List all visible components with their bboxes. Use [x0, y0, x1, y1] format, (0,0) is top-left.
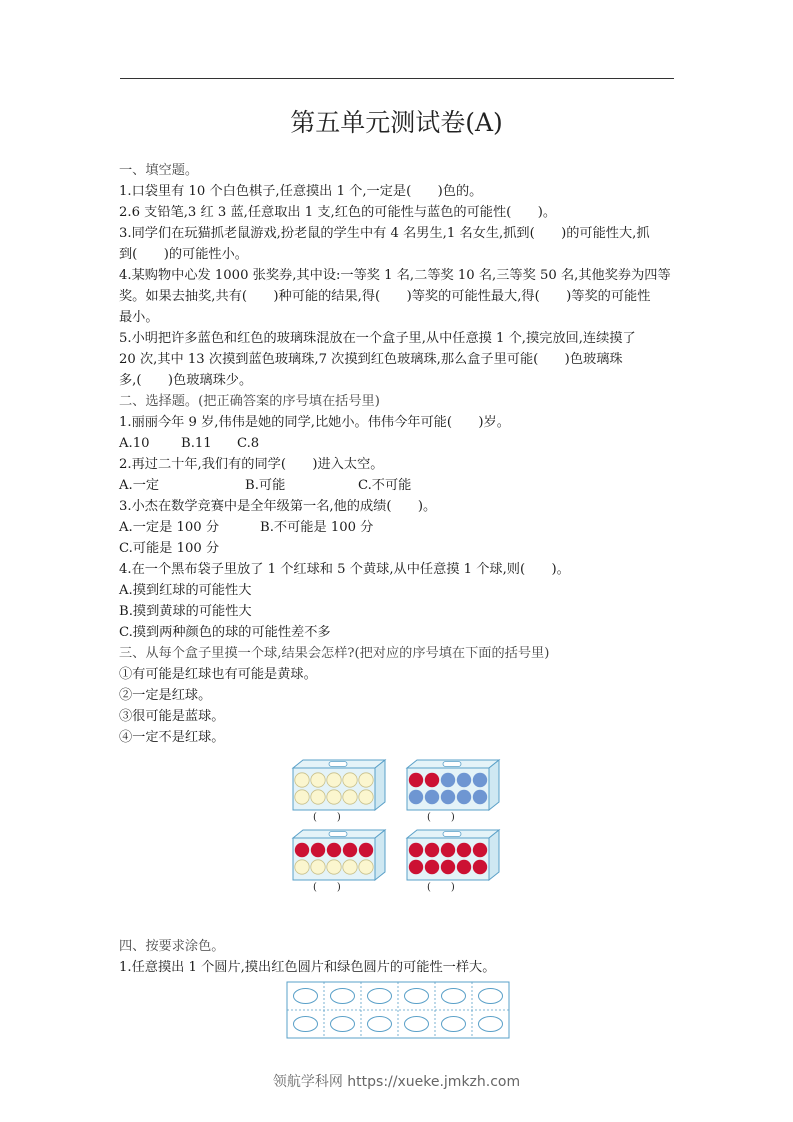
- ball: [343, 773, 357, 787]
- disc-oval: [294, 1017, 318, 1032]
- ball: [441, 843, 455, 857]
- box-red-yellow-balls: [291, 828, 387, 893]
- disc-oval: [294, 989, 318, 1004]
- s1-question-4-line-1: 4.某购物中心发 1000 张奖券,其中设:一等奖 1 名,二等奖 10 名,三等奖 50 名,其他奖券为四等: [119, 268, 671, 283]
- s3-option-1: ①有可能是红球也有可能是黄球。: [119, 667, 317, 682]
- box-side-face: [489, 760, 499, 810]
- ball: [327, 843, 341, 857]
- ball: [295, 773, 309, 787]
- ball: [327, 860, 341, 874]
- ball: [473, 773, 487, 787]
- s2-q1-option-a: A.10: [119, 436, 150, 451]
- ball: [441, 860, 455, 874]
- s2-question-3: 3.小杰在数学竞赛中是全年级第一名,他的成绩( )。: [119, 499, 437, 514]
- s2-q3-option-a: A.一定是 100 分: [119, 520, 220, 535]
- s3-option-2: ②一定是红球。: [119, 688, 212, 703]
- s2-q3-option-b: B.不可能是 100 分: [260, 520, 374, 535]
- s2-question-1: 1.丽丽今年 9 岁,伟伟是她的同学,比她小。伟伟今年可能( )岁。: [119, 415, 510, 430]
- ball: [311, 843, 325, 857]
- disc-oval: [331, 1017, 355, 1032]
- s1-question-1: 1.口袋里有 10 个白色棋子,任意摸出 1 个,一定是( )色的。: [119, 184, 483, 199]
- ball: [473, 860, 487, 874]
- disc-oval: [479, 989, 503, 1004]
- s2-question-3-options: [119, 517, 679, 538]
- box-yellow-balls: [291, 758, 387, 823]
- ball: [311, 773, 325, 787]
- disc-oval: [368, 989, 392, 1004]
- worksheet-content: [119, 160, 679, 1046]
- s1-question-2: 2.6 支铅笔,3 红 3 蓝,任意取出 1 支,红色的可能性与蓝色的可能性( )。: [119, 205, 557, 220]
- box-slot: [329, 762, 347, 767]
- s2-question-1-options: [119, 433, 679, 454]
- ball: [343, 843, 357, 857]
- disc-oval: [479, 1017, 503, 1032]
- ball: [457, 843, 471, 857]
- ball: [359, 843, 373, 857]
- ball: [473, 790, 487, 804]
- s2-q2-option-c: C.不可能: [358, 478, 412, 493]
- s2-question-2: 2.再过二十年,我们有的同学( )进入太空。: [119, 457, 384, 472]
- ball: [327, 790, 341, 804]
- ball: [311, 790, 325, 804]
- ball: [409, 773, 423, 787]
- ball: [343, 860, 357, 874]
- s2-question-4: 4.在一个黑布袋子里放了 1 个红球和 5 个黄球,从中任意摸 1 个球,则( )。: [119, 562, 570, 577]
- ball: [343, 790, 357, 804]
- box-red-balls: [405, 828, 501, 893]
- disc-oval: [368, 1017, 392, 1032]
- ball: [425, 860, 439, 874]
- ball-boxes-figure: [291, 758, 511, 918]
- ball: [409, 843, 423, 857]
- ball: [359, 773, 373, 787]
- box-answer-paren: ( ): [313, 882, 341, 893]
- ball: [457, 790, 471, 804]
- s2-q4-option-c: C.摸到两种颜色的球的可能性差不多: [119, 625, 331, 640]
- s1-question-4-line-3: 最小。: [119, 310, 159, 325]
- box-side-face: [375, 830, 385, 880]
- box-answer-paren: ( ): [427, 882, 455, 893]
- disc-oval: [442, 1017, 466, 1032]
- ball: [457, 773, 471, 787]
- section-1-heading: 一、填空题。: [119, 163, 199, 178]
- s3-option-3: ③很可能是蓝球。: [119, 709, 225, 724]
- s2-question-2-options: [119, 475, 679, 496]
- box-answer-paren: ( ): [313, 812, 341, 823]
- ball: [473, 843, 487, 857]
- s1-question-5-line-1: 5.小明把许多蓝色和红色的玻璃珠混放在一个盒子里,从中任意摸 1 个,摸完放回,连续摸了: [119, 331, 636, 346]
- section-4-heading: 四、按要求涂色。: [119, 939, 225, 954]
- top-rule: [120, 78, 674, 79]
- ball: [425, 790, 439, 804]
- color-disc-grid: [286, 981, 679, 1046]
- ball: [441, 773, 455, 787]
- ball: [327, 773, 341, 787]
- page-title: 第五单元测试卷(A): [290, 108, 503, 137]
- box-side-face: [375, 760, 385, 810]
- s2-q3-option-c: C.可能是 100 分: [119, 541, 220, 556]
- s2-q1-option-c: C.8: [237, 436, 260, 451]
- box-answer-paren: ( ): [427, 812, 455, 823]
- ball: [311, 860, 325, 874]
- ball: [295, 790, 309, 804]
- s2-q4-option-b: B.摸到黄球的可能性大: [119, 604, 252, 619]
- s4-question-1: 1.任意摸出 1 个圆片,摸出红色圆片和绿色圆片的可能性一样大。: [119, 960, 496, 975]
- box-red-blue-balls: [405, 758, 501, 823]
- box-slot: [443, 762, 461, 767]
- ball: [295, 843, 309, 857]
- disc-oval: [405, 989, 429, 1004]
- ball: [359, 790, 373, 804]
- disc-oval: [331, 989, 355, 1004]
- disc-oval: [405, 1017, 429, 1032]
- box-slot: [443, 832, 461, 837]
- footer-watermark: 领航学科网 https://xueke.jmkzh.com: [272, 1074, 521, 1090]
- section-3-heading: 三、从每个盒子里摸一个球,结果会怎样?(把对应的序号填在下面的括号里): [119, 646, 550, 661]
- s1-question-5-line-3: 多,( )色玻璃珠少。: [119, 373, 253, 388]
- box-slot: [329, 832, 347, 837]
- box-side-face: [489, 830, 499, 880]
- ball: [409, 860, 423, 874]
- ball: [425, 843, 439, 857]
- ball: [295, 860, 309, 874]
- s2-q2-option-a: A.一定: [119, 478, 160, 493]
- ball: [441, 790, 455, 804]
- section-2-heading: 二、选择题。(把正确答案的序号填在括号里): [119, 394, 380, 409]
- s2-q1-option-b: B.11: [181, 436, 212, 451]
- s3-option-4: ④一定不是红球。: [119, 730, 225, 745]
- s1-question-3-line-1: 3.同学们在玩猫抓老鼠游戏,扮老鼠的学生中有 4 名男生,1 名女生,抓到( )的可能性大,抓: [119, 226, 650, 241]
- s1-question-5-line-2: 20 次,其中 13 次摸到蓝色玻璃珠,7 次摸到红色玻璃珠,那么盒子里可能( )色玻璃珠: [119, 352, 623, 367]
- s1-question-3-line-2: 到( )的可能性小。: [119, 247, 248, 262]
- ball: [359, 860, 373, 874]
- ball: [457, 860, 471, 874]
- ball: [425, 773, 439, 787]
- ball: [409, 790, 423, 804]
- s2-q4-option-a: A.摸到红球的可能性大: [119, 583, 252, 598]
- s1-question-4-line-2: 奖。如果去抽奖,共有( )种可能的结果,得( )等奖的可能性最大,得( )等奖的可能性: [119, 289, 651, 304]
- disc-oval: [442, 989, 466, 1004]
- s2-q2-option-b: B.可能: [245, 478, 286, 493]
